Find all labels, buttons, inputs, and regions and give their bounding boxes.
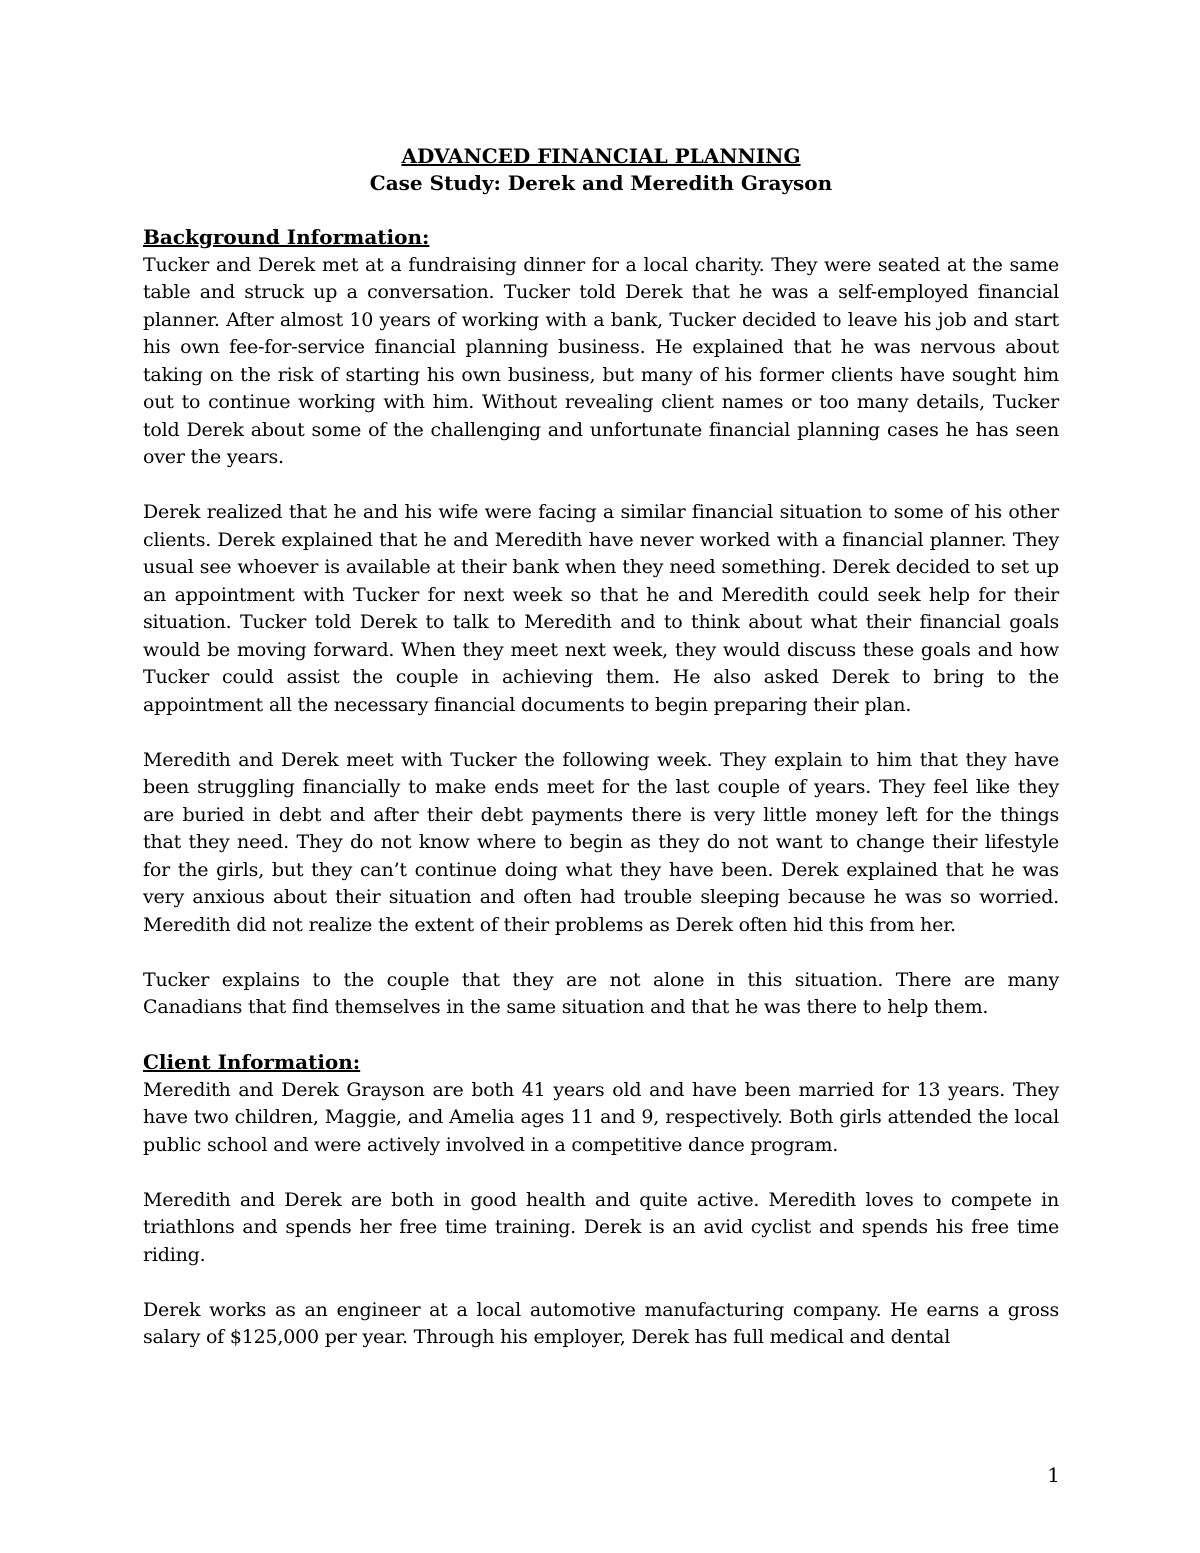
page-number: 1 xyxy=(1047,1463,1060,1487)
client-paragraph-1: Meredith and Derek Grayson are both 41 years old and have been married for 13 years. They have two children, Maggie, and Amelia ages 11 and 9, respectively. Both girls attended the local public school and were actively involved in a competitive dance program. xyxy=(143,1078,1059,1156)
document-subtitle: Case Study: Derek and Meredith Grayson xyxy=(369,171,833,195)
background-paragraph-4: Tucker explains to the couple that they are not alone in this situation. There are many Canadians that find themselves in the same situation and that he was there to help them. xyxy=(143,968,1059,1018)
document-title: ADVANCED FINANCIAL PLANNING xyxy=(401,144,801,168)
client-heading: Client Information: xyxy=(143,1050,361,1074)
page-content xyxy=(143,143,1059,1379)
background-paragraph-1: Tucker and Derek met at a fundraising dinner for a local charity. They were seated at the same table and struck up a conversation. Tucker told Derek that he was a self-employed financial planner. After almost 10 years of working with a bank, Tucker decided to leave his job and start his own fee-for-service financial planning business. He explained that he was nervous about taking on the risk of starting his own business, but many of his former clients have sought him out to continue working with him. Without revealing client names or too many details, Tucker told Derek about some of the challenging and unfortunate financial planning cases he has seen over the years. xyxy=(143,253,1059,468)
background-heading: Background Information: xyxy=(143,225,430,249)
client-paragraph-2: Meredith and Derek are both in good health and quite active. Meredith loves to compete in triathlons and spends her free time training. Derek is an avid cyclist and spends his free time riding. xyxy=(143,1188,1059,1266)
client-paragraph-3: Derek works as an engineer at a local automotive manufacturing company. He earns a gross salary of $125,000 per year. Through his employer, Derek has full medical and dental xyxy=(143,1298,1059,1348)
background-paragraph-2: Derek realized that he and his wife were facing a similar financial situation to some of his other clients. Derek explained that he and Meredith have never worked with a financial planner. They usual see whoever is available at their bank when they need something. Derek decided to set up an appointment with Tucker for next week so that he and Meredith could seek help for their situation. Tucker told Derek to talk to Meredith and to think about what their financial goals would be moving forward. When they meet next week, they would discuss these goals and how Tucker could assist the couple in achieving them. He also asked Derek to bring to the appointment all the necessary financial documents to begin preparing their plan. xyxy=(143,501,1059,716)
spacer xyxy=(143,197,1059,224)
background-paragraph-3: Meredith and Derek meet with Tucker the following week. They explain to him that they have been struggling financially to make ends meet for the last couple of years. They feel like they are buried in debt and after their debt payments there is very little money left for the things that they need. They do not know where to begin as they do not want to change their lifestyle for the girls, but they can’t continue doing what they have been. Derek explained that he was very anxious about their situation and often had trouble sleeping because he was so worried. Meredith did not realize the extent of their problems as Derek often hid this from her. xyxy=(143,748,1059,936)
